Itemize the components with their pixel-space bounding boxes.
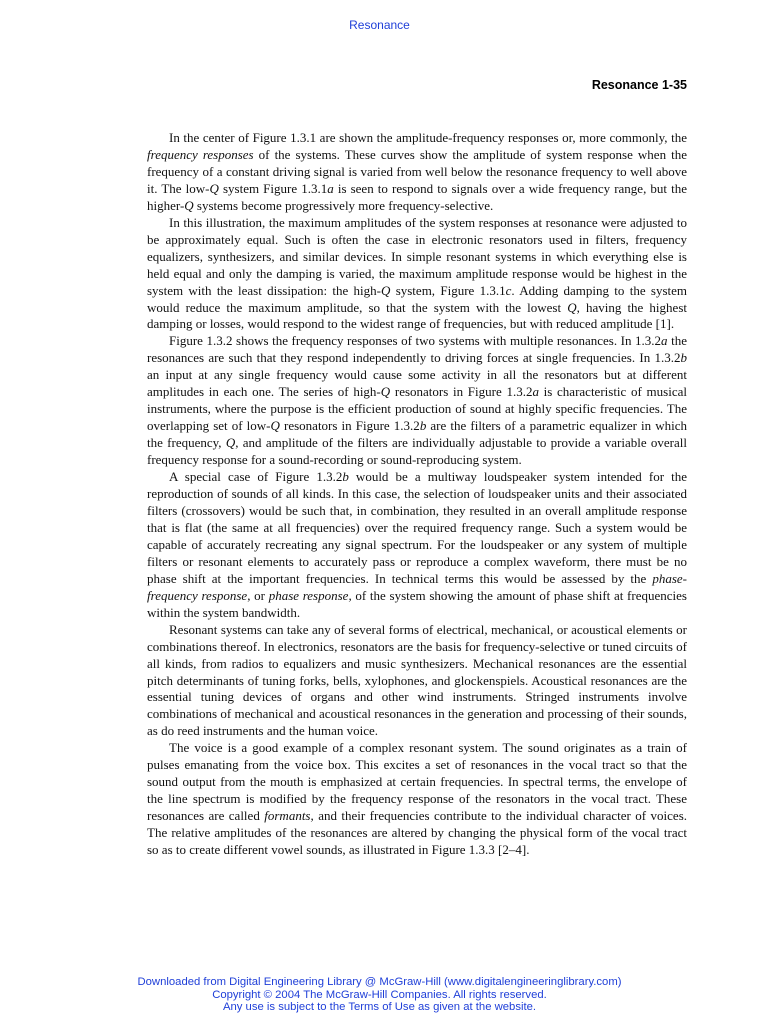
italic-run: a — [532, 384, 539, 400]
text-run: Figure 1.3.2 shows the frequency responses of two systems with multiple resonances. In 1.3.2 — [169, 333, 662, 349]
text-run: , or — [247, 587, 269, 603]
text-run: resonators in Figure 1.3.2 — [279, 418, 420, 434]
italic-run: formants, — [264, 808, 314, 824]
italic-run: Q — [184, 197, 194, 213]
italic-run: phase-frequency response — [147, 570, 687, 603]
body-paragraph — [147, 333, 687, 469]
text-run: resonators in Figure 1.3.2 — [390, 384, 533, 400]
footer-terms-link[interactable]: Any use is subject to the Terms of Use as given at the website. — [222, 1001, 537, 1013]
italic-run: Q — [225, 435, 236, 451]
text-run: of the system showing the amount of phase shift at frequencies within the system bandwidth. — [147, 587, 687, 620]
text-run: , having the highest damping or losses, would respond to the widest range of frequencies, but with reduced amplitude [1]. — [147, 299, 687, 332]
text-run: Resonant systems can take any of several forms of electrical, mechanical, or acoustical elements or combinations thereof. In electronics, resonators are the basis for frequency-selective or tuned circuits of all kinds, from radios to equalizers and music synthesizers. Mechanical resonances are the essential pitch determinants of tuning forks, bells, xylophones, and glockenspiels. Acoustical resonances are the essential tuning devices of organs and other wind instruments. Stringed instruments involve combinations of mechanical and acoustical resonances in the generation and processing of their sounds, as do reed instruments and the human voice. — [147, 621, 687, 739]
body-paragraph — [147, 622, 687, 741]
italic-run: a — [327, 180, 334, 196]
text-run: of the systems. These curves show the amplitude of system response when the frequency of a constant driving signal is varied from well below the resonance frequency to well above it. The low- — [147, 146, 688, 196]
italic-run: a — [661, 333, 668, 349]
text-run: are the filters of a parametric equalizer in which the frequency, — [147, 418, 688, 451]
italic-run: phase response, — [268, 587, 352, 603]
text-run: is characteristic of musical instruments, where the purpose is the efficient production of sound at highly specific frequencies. The overlapping set of low- — [147, 384, 687, 434]
italic-run: b — [680, 350, 687, 366]
text-run: The voice is a good example of a complex resonant system. The sound originates as a train of pulses emanating from the voice box. This excites a set of resonances in the vocal tract so that the sound output from the mouth is emphasized at certain frequencies. In spectral terms, the envelope of the line spectrum is modified by the frequency response of the resonators in the vocal tract. These resonances are called — [147, 740, 687, 824]
text-run: . Adding damping to the system would reduce the maximum amplitude, so that the system with the lowest — [147, 282, 687, 315]
body-paragraph — [147, 740, 687, 859]
running-head: Resonance 1-35 — [591, 78, 687, 92]
italic-run: c — [505, 282, 512, 298]
footer-copyright: Copyright © 2004 The McGraw-Hill Companies. All rights reserved. — [212, 988, 547, 1001]
text-run: would be a multiway loudspeaker system intended for the reproduction of sounds of all kinds. In this case, the selection of loudspeaker units and their associated filters (crossovers) would be such that, in combination, they resulted in an overall amplitude response that is flat (the same at all frequencies) over the required frequency range. Such a system would be capable of accurately recreating any signal spectrum. For the loudspeaker or any system of multiple filters or resonant elements to accurately pass or reproduce a complex waveform, there must be no phase shift at the important frequencies. In technical terms this would be assessed by the — [147, 469, 687, 586]
text-run: the resonances are such that they respond independently to driving forces at single frequencies. In 1.3.2 — [147, 333, 687, 366]
body-paragraph — [147, 130, 687, 215]
footer — [0, 976, 759, 1014]
text-run: systems become progressively more frequency-selective. — [193, 197, 494, 213]
text-run: A special case of Figure 1.3.2 — [169, 469, 343, 485]
italic-run: b — [419, 418, 427, 434]
italic-run: b — [342, 469, 349, 485]
text-run: In the center of Figure 1.3.1 are shown the amplitude-frequency responses or, more commonly, the — [169, 130, 687, 145]
text-run: In this illustration, the maximum amplitudes of the system responses at resonance were adjusted to be approximately equal. Such is often the case in electronic resonators used in filters, frequency equalizers, synthesizers, and similar devices. In simple resonant systems in which everything else is held equal and only the damping is varied, the maximum amplitude response would be highest in the system with the least dissipation: the high- — [147, 214, 687, 298]
text-run: system Figure 1.3.1 — [218, 180, 328, 196]
text-run: and their frequencies contribute to the individual character of voices. The relative amplitudes of the resonances are altered by changing the physical form of the vocal tract so as to create different vowel sounds, as illustrated in Figure 1.3.3 [2–4]. — [147, 808, 688, 858]
body-paragraph — [147, 215, 687, 334]
text-run: system, Figure 1.3.1 — [390, 282, 506, 298]
text-run: an input at any single frequency would cause some activity in all the resonators but at different amplitudes in each one. The series of high- — [147, 367, 687, 400]
footer-download-link[interactable]: Downloaded from Digital Engineering Library @ McGraw-Hill (www.digitalengineeringlibrary.com) — [137, 976, 622, 988]
italic-run: Q — [567, 299, 577, 315]
italic-run: Q — [209, 180, 219, 196]
italic-run: Q — [270, 418, 280, 434]
text-run: , and amplitude of the filters are individually adjustable to provide a variable overall frequency response for a sound-recording or sound-reproducing system. — [147, 435, 687, 468]
body-text — [147, 130, 687, 859]
body-paragraph — [147, 469, 687, 622]
header-link[interactable]: Resonance — [349, 18, 410, 32]
italic-run: Q — [380, 384, 391, 400]
italic-run: Q — [381, 282, 391, 298]
italic-run: frequency responses — [147, 146, 254, 162]
text-run: is seen to respond to signals over a wide frequency range, but the higher- — [147, 180, 688, 213]
